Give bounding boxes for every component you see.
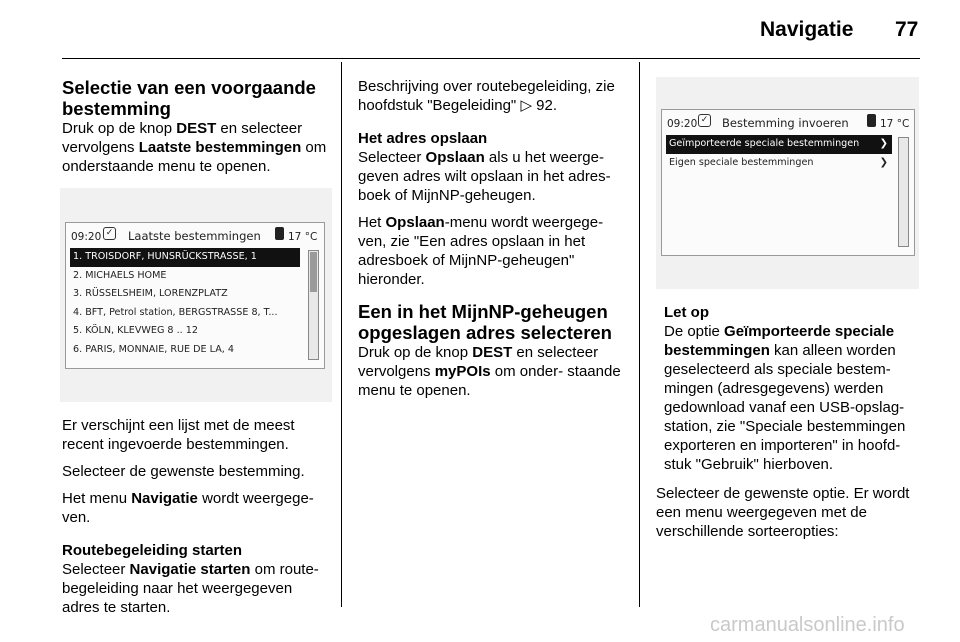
section-heading-mynp: Een in het MijnNP-geheugen opgeslagen adres selecteren [358,301,612,343]
note-title: Let op [664,304,709,321]
scrollbar-thumb[interactable] [310,252,317,292]
paragraph: Selecteer Opslaan als u het weerge- geven adres wilt opslaan in het adres- boek of MijnNP-geheugen. [358,149,611,204]
list-item[interactable]: Eigen speciale bestemmingen ❯ [666,154,892,173]
screenshot-enter-destination [656,77,919,289]
column-divider-1 [341,62,342,607]
intro-paragraph: Druk op de knop DEST en selecteer vervolgens Laatste bestemmingen om onderstaande menu te openen. [62,120,327,175]
display-header [66,223,324,245]
header-rule [62,58,920,59]
display-title: Bestemming invoeren [722,116,849,130]
display-header [662,110,914,132]
section-heading-previous-destination: Selectie van een voorgaande bestemming [62,77,316,119]
list-item[interactable]: 3. RÜSSELSHEIM, LORENZPLATZ [73,288,228,300]
temperature: 17 °C [880,118,910,130]
display-screen [661,109,915,256]
thermometer-icon [867,114,876,127]
scrollbar[interactable] [898,137,909,247]
chevron-right-icon: ❯ [879,138,888,149]
temperature: 17 °C [288,231,318,243]
note-text: De optie Geïmporteerde speciale bestemmingen kan alleen worden geselecteerd als speciale bestem- mingen (adresgegevens) werden gedownload vanaf een USB-opslag- station, zie "Speciale bestemmingen exporteren en importeren" in hoofd- stuk "Gebruik" hierboven. [664,323,906,473]
paragraph: Selecteer Navigatie starten om route- begeleiding naar het weergegeven adres te starten. [62,561,319,616]
scrollbar[interactable] [308,250,319,360]
watermark: carmanualsonline.info [710,614,905,636]
paragraph: Het menu Navigatie wordt weergege- ven. [62,490,314,526]
display-screen [65,222,325,369]
left-column [62,77,332,625]
page-number: 77 [895,18,919,41]
list-item[interactable]: 1. TROISDORF, HUNSRÜCKSTRASSE, 1 [70,248,300,267]
navigation-icon: ✓ [103,227,116,240]
display-title: Laatste bestemmingen [128,229,261,243]
paragraph: Selecteer de gewenste bestemming. [62,463,305,480]
list-item[interactable]: Geïmporteerde speciale bestemmingen ❯ [666,135,892,154]
clock: 09:20 [667,118,698,130]
sub-heading-save-address: Het adres opslaan [358,130,488,147]
paragraph: Druk op de knop DEST en selecteer vervolgens myPOIs om onder- staande menu te openen. [358,344,621,399]
clock: 09:20 [71,231,102,243]
destination-list [70,248,300,360]
chevron-right-icon: ❯ [879,156,888,168]
right-column [656,77,921,549]
middle-column [358,77,630,408]
paragraph: Er verschijnt een lijst met de meest recent ingevoerde bestemmingen. [62,417,295,453]
thermometer-icon [275,227,284,240]
column-divider-2 [639,62,640,607]
option-list [666,135,892,172]
navigation-icon: ✓ [698,114,711,127]
list-item[interactable]: 2. MICHAELS HOME [73,269,167,281]
list-item[interactable]: 5. KÖLN, KLEVWEG 8 .. 12 [73,325,198,337]
page-ref-arrow-icon: ▷ [520,97,532,114]
screenshot-last-destinations [60,188,332,402]
sub-heading-start-guidance: Routebegeleiding starten [62,542,243,559]
note-block [656,303,921,474]
page-header [0,0,960,62]
paragraph: Beschrijving over routebegeleiding, zie hoofdstuk "Begeleiding" ▷ 92. [358,78,615,114]
paragraph: Selecteer de gewenste optie. Er wordt een menu weergegeven met de verschillende sorteeropties: [656,485,910,540]
list-item[interactable]: 4. BFT, Petrol station, BERGSTRASSE 8, T... [73,306,278,318]
section-title: Navigatie [760,18,854,41]
paragraph: Het Opslaan-menu wordt weergege- ven, zie "Een adres opslaan in het adresboek of MijnNP-geheugen" hieronder. [358,214,604,288]
list-item[interactable]: 6. PARIS, MONNAIE, RUE DE LA, 4 [73,343,234,355]
